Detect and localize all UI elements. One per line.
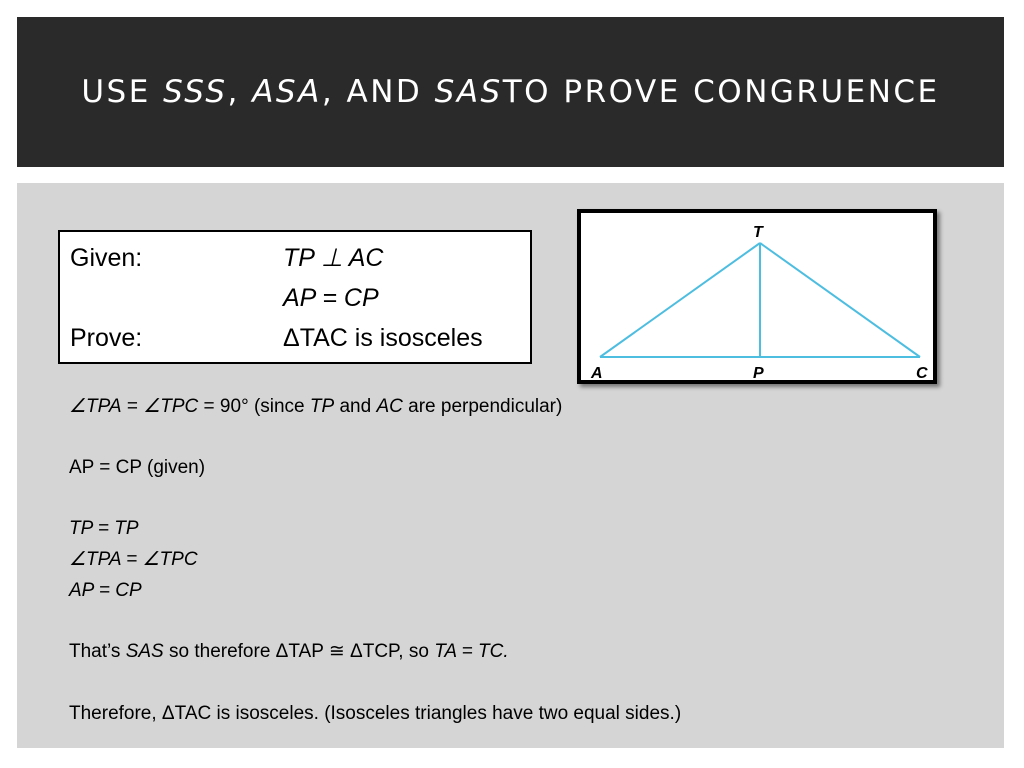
title-part-4: TO PROVE CONGRUENCE: [502, 74, 940, 110]
ac-ref: AC: [376, 396, 403, 417]
and-word: and: [334, 396, 377, 417]
sas-ref: SAS: [125, 641, 164, 662]
label-c: C: [916, 365, 928, 380]
proof-line-3: TP = TP: [69, 518, 139, 539]
given-prove-box: [58, 230, 532, 364]
side-ta: [600, 243, 760, 357]
title-sss: SSS: [163, 74, 228, 110]
proof-line-2: AP = CP (given): [69, 457, 206, 478]
ta-tc: TA = TC.: [434, 641, 509, 662]
title-bar: [17, 17, 1004, 167]
title-asa: ASA: [252, 74, 322, 110]
prove-row: [70, 321, 483, 355]
proof-line-1: [69, 395, 562, 419]
proof-line-4: ∠TPA = ∠TPC: [69, 549, 198, 570]
eq-90: = 90° (since: [198, 396, 310, 417]
side-tc: [760, 243, 920, 357]
given-row: [70, 241, 384, 275]
title-part-2: ,: [227, 74, 240, 110]
prove-value: ΔTAC is isosceles: [283, 324, 483, 352]
given-value-2: AP = CP: [283, 284, 379, 312]
prove-label: Prove:: [70, 324, 143, 352]
angle-tpa: ∠TPA: [69, 396, 122, 417]
label-p: P: [753, 365, 764, 380]
triangle-diagram: [577, 209, 937, 384]
eq-sign-1: =: [121, 396, 144, 417]
angle-tpc: ∠TPC: [143, 396, 199, 417]
title-part-3: , AND: [321, 74, 423, 110]
content-area: [17, 183, 1004, 748]
label-a: A: [591, 365, 603, 380]
congruent-text: so therefore ΔTAP ≅ ΔTCP, so: [163, 641, 435, 662]
given-value-1: TP ⊥ AC: [283, 244, 384, 272]
perp-end: are perpendicular): [402, 396, 563, 417]
triangle-svg: [581, 213, 933, 380]
thats-text: That’s: [69, 641, 126, 662]
proof-line-6: [69, 640, 509, 664]
proof-line-5: AP = CP: [69, 580, 142, 601]
slide-title: [17, 17, 1004, 167]
given-label: Given:: [70, 244, 143, 272]
label-t: T: [753, 224, 763, 241]
proof-line-7: Therefore, ΔTAC is isosceles. (Isosceles triangles have two equal sides.): [69, 703, 682, 724]
title-sas: SAS: [434, 74, 503, 110]
title-part-1: USE: [81, 74, 151, 110]
tp-ref: TP: [309, 396, 335, 417]
